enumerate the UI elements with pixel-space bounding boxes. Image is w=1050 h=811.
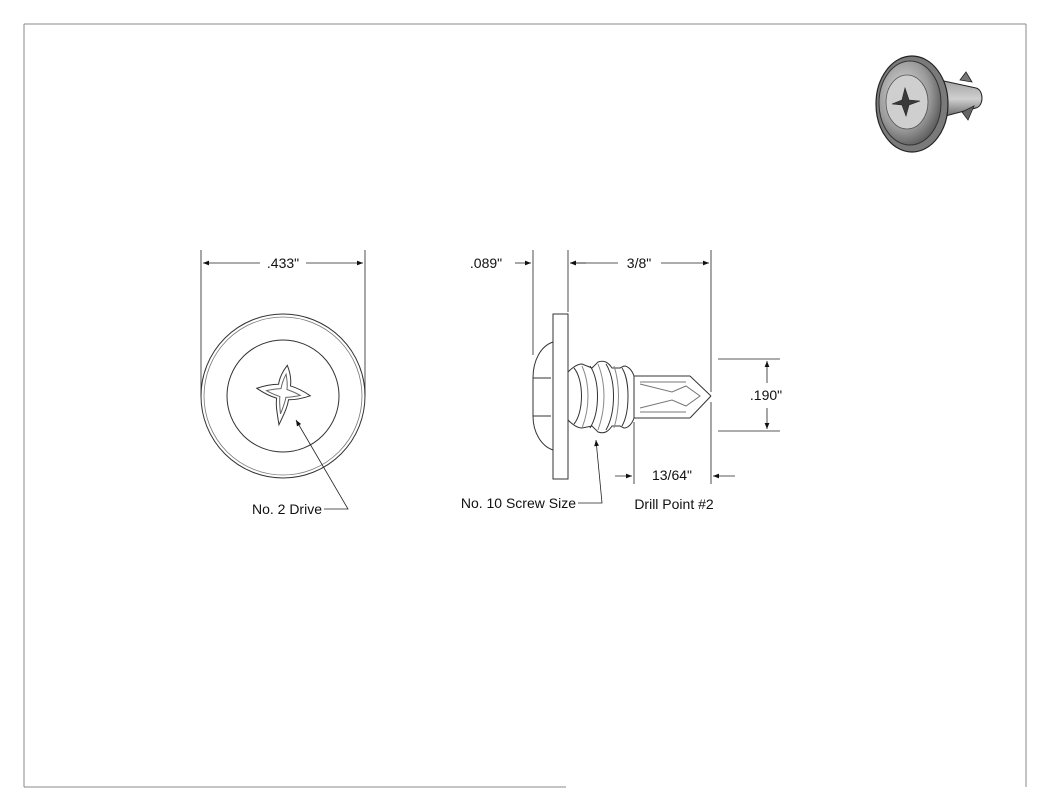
head-diameter-dimension: .433" [266, 255, 300, 271]
drive-callout: No. 2 Drive [251, 501, 322, 517]
drill-point-callout: Drill Point #2 [634, 496, 714, 512]
length-dimension: 3/8" [626, 255, 652, 271]
shank-diameter-dimension: .190" [749, 387, 783, 403]
head-dome-circle [227, 340, 339, 452]
washer-profile [553, 314, 568, 479]
washer-thickness-dimension: .089" [469, 255, 503, 271]
front-view [201, 250, 365, 517]
washer-inner-circle [204, 317, 362, 475]
washer-outer-circle [201, 314, 365, 478]
drawing-border [24, 24, 1026, 787]
side-view [461, 250, 782, 512]
drill-point-length-dimension: 13/64" [651, 467, 693, 483]
isometric-screw-icon [876, 56, 982, 152]
drill-point-profile [634, 376, 711, 418]
thread-profile [568, 361, 634, 433]
phillips-recess-icon [252, 362, 314, 429]
screw-size-callout: No. 10 Screw Size [460, 495, 576, 511]
